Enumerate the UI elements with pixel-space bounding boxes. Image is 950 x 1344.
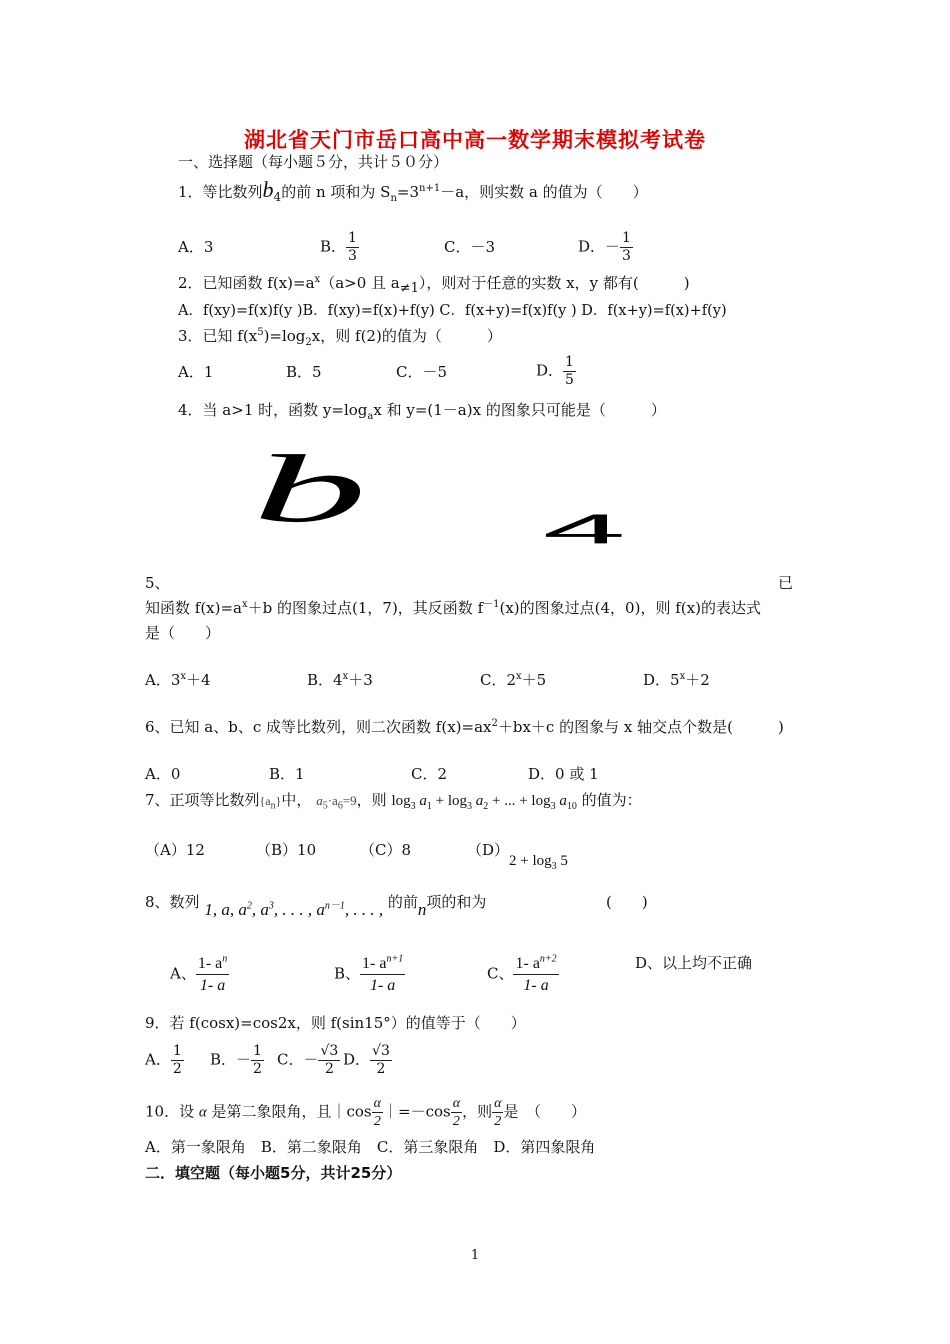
big-4-glyph: 4: [542, 505, 626, 553]
q7-option-c: （C）8: [360, 841, 412, 859]
page-number: 1: [470, 1248, 480, 1263]
q9-b-fraction: $\frac{1}{2}$: [253, 1043, 262, 1077]
q3-d-fraction: $\frac{1}{5}$: [565, 354, 574, 388]
q9-c-fraction: $\frac{√3}{2}$: [320, 1043, 339, 1077]
question-8: 8、数列 1, a, $a^2$, $a^3$, . . . , $a^{n-1}$, . . . , 的前n项的和为: [145, 893, 487, 919]
q8-option-b: B、 $\frac{1- a^{n+1}}{1- a}$: [334, 953, 404, 994]
q5-line3: 是（ ）: [145, 624, 221, 642]
q10-frac-2: $\frac{\alpha}{2}$: [452, 1096, 461, 1129]
q1-sn-sub: n: [390, 193, 397, 204]
q10-frac-3: $\frac{\alpha}{2}$: [494, 1096, 502, 1129]
question-7: 7、正项等比数列$\{a_n\}$中， $a_5\cdot a_6=9$，则 $\log_3 a_1 + \log_3 a_2$ + ... + $\log_3 a_{10}$ 的值为：: [145, 791, 642, 812]
page-title: 湖北省天门市岳口高中高一数学期末模拟考试卷: [244, 128, 706, 152]
question-2: 2．已知函数 $f(x)=a^x(a>0$ 且 $a_{\ne 1}$），则对于任意的实数 x，y 都有( ): [178, 274, 690, 296]
q10-options: A．第一象限角 B．第二象限角 C．第三象限角 D．第四象限角: [145, 1138, 596, 1156]
q7-option-b: （B）10: [256, 841, 317, 859]
q6-option-c: C．2: [411, 765, 448, 783]
q1-d-fraction: $\frac{1}{3}$: [622, 230, 631, 264]
q7-option-d: $(D)2 + \log_3 5$: [467, 841, 568, 872]
q1-b-fraction: $\frac{1}{3}$: [348, 230, 357, 264]
q7-option-a: （A）12: [145, 841, 205, 859]
question-4: 4．当 a>1 时，函数 $y=\log_ax$ 和 y=(1－a)x 的图象只可能是（ ）: [178, 401, 666, 422]
q9-d-fraction: $\frac{√3}{2}$: [372, 1043, 390, 1077]
q7-expression: $\log_3 a_1 + \log_3 a_2$ + ... + $\log_3 a_{10}$: [391, 793, 577, 812]
section-heading-1: 一、选择题（每小题５分，共计５０分）: [178, 153, 449, 171]
q3-option-b: B．5: [286, 363, 322, 381]
q1-option-a: A．3: [178, 238, 214, 256]
q7-seq: $\{a_n\}$: [259, 794, 282, 812]
q7-condition: $a_5\cdot a_6=9$: [316, 793, 357, 812]
q8-option-a: A、 $\frac{1- a^n}{1- a}$: [170, 953, 228, 994]
q5-tail: 已: [778, 574, 794, 592]
q2-options: A．f(xy)=f(x)f(y )B．f(xy)=f(x)+f(y) C．f(x+y)=f(x)f(y ) D．f(x+y)=f(x)+f(y): [178, 303, 727, 319]
question-9: 9．若 f(cosx)=cos2x，则 f(sin15°）的值等于（ ）: [145, 1014, 526, 1032]
q8-a-fraction: $\frac{1- a^n}{1- a}$: [197, 953, 228, 994]
q1-eq: =3: [396, 183, 420, 201]
q1-post: －a，则实数 a 的值为（ ）: [440, 183, 648, 201]
q8-paren: ( ): [606, 893, 648, 911]
q9-option-b: B．－ $\frac{1}{2}$: [210, 1043, 262, 1077]
q8-sequence: 1, a, $a^2$, $a^3$, . . . , $a^{n-1}$, . . . ,: [204, 900, 384, 919]
q1-b: b: [262, 177, 274, 202]
question-5: 知函数 $f(x)=a^x+b$ 的图象过点(1，7)，其反函数 $f^{-1}(x)$的图象过点(4，0)，则 f(x)的表达式: [145, 599, 761, 617]
section-heading-2: 二．填空题（每小题5分，共计25分）: [145, 1164, 402, 1182]
q1-option-c: C．－3: [444, 238, 496, 256]
big-b-glyph: b: [252, 435, 367, 543]
question-6: 6、已知 a、b、c 成等比数列，则二次函数 $f(x)=ax^2+bx+c$ 的图象与 x 轴交点个数是( ): [145, 718, 784, 736]
q1-option-b: B． $\frac{1}{3}$: [320, 230, 357, 264]
q5-number: 5、: [145, 574, 170, 592]
q7-d-expr: $2 + \log_3 5$: [509, 853, 568, 872]
q1-option-d: D．－ $\frac{1}{3}$: [578, 230, 631, 264]
q8-option-d: D、以上均不正确: [635, 954, 753, 972]
q8-c-fraction: $\frac{1- a^{n+2}}{1- a}$: [515, 953, 557, 994]
q8-option-c: C、 $\frac{1- a^{n+2}}{1- a}$: [487, 953, 557, 994]
q1-mid: 的前 n 项和为 S: [281, 183, 391, 201]
q10-frac-1: $\frac{\alpha}{2}$: [373, 1096, 381, 1129]
big-b4-formula: [250, 430, 720, 560]
q3-option-a: A．1: [178, 363, 214, 381]
q5-option-a: A．$3^x+4$: [145, 671, 211, 689]
q5-option-d: D．$5^x+2$: [643, 671, 710, 689]
q9-option-d: D． $\frac{√3}{2}$: [343, 1043, 390, 1077]
question-1: [178, 177, 648, 204]
q8-b-fraction: $\frac{1- a^{n+1}}{1- a}$: [362, 953, 404, 994]
q9-option-a: A． $\frac{1}{2}$: [145, 1043, 182, 1077]
q6-option-b: B．1: [269, 765, 305, 783]
q1-exp: n+1: [419, 183, 441, 194]
q3-option-d: D． $\frac{1}{5}$: [536, 354, 574, 388]
q1-prefix: 1．等比数列: [178, 183, 263, 201]
question-10: 10．设 α 是第二象限角，且｜cos $\frac{\alpha}{2}$ ｜=－cos $\frac{\alpha}{2}$ ，则 $\frac{\alpha}{2}$ 是 （ ）: [145, 1096, 586, 1129]
q9-option-c: C．－ $\frac{√3}{2}$: [277, 1043, 339, 1077]
q5-option-b: B．$4^x+3$: [307, 671, 373, 689]
q6-option-d: D．0 或 1: [528, 765, 599, 783]
q3-option-c: C．－5: [396, 363, 448, 381]
question-3: 3．已知 $f(x^5)=\log_2x$，则 f(2)的值为（ ）: [178, 327, 502, 348]
q9-a-fraction: $\frac{1}{2}$: [172, 1043, 182, 1077]
q1-b-sub: 4: [273, 190, 282, 204]
q5-option-c: C．$2^x+5$: [480, 671, 547, 689]
q6-option-a: A．0: [145, 765, 181, 783]
